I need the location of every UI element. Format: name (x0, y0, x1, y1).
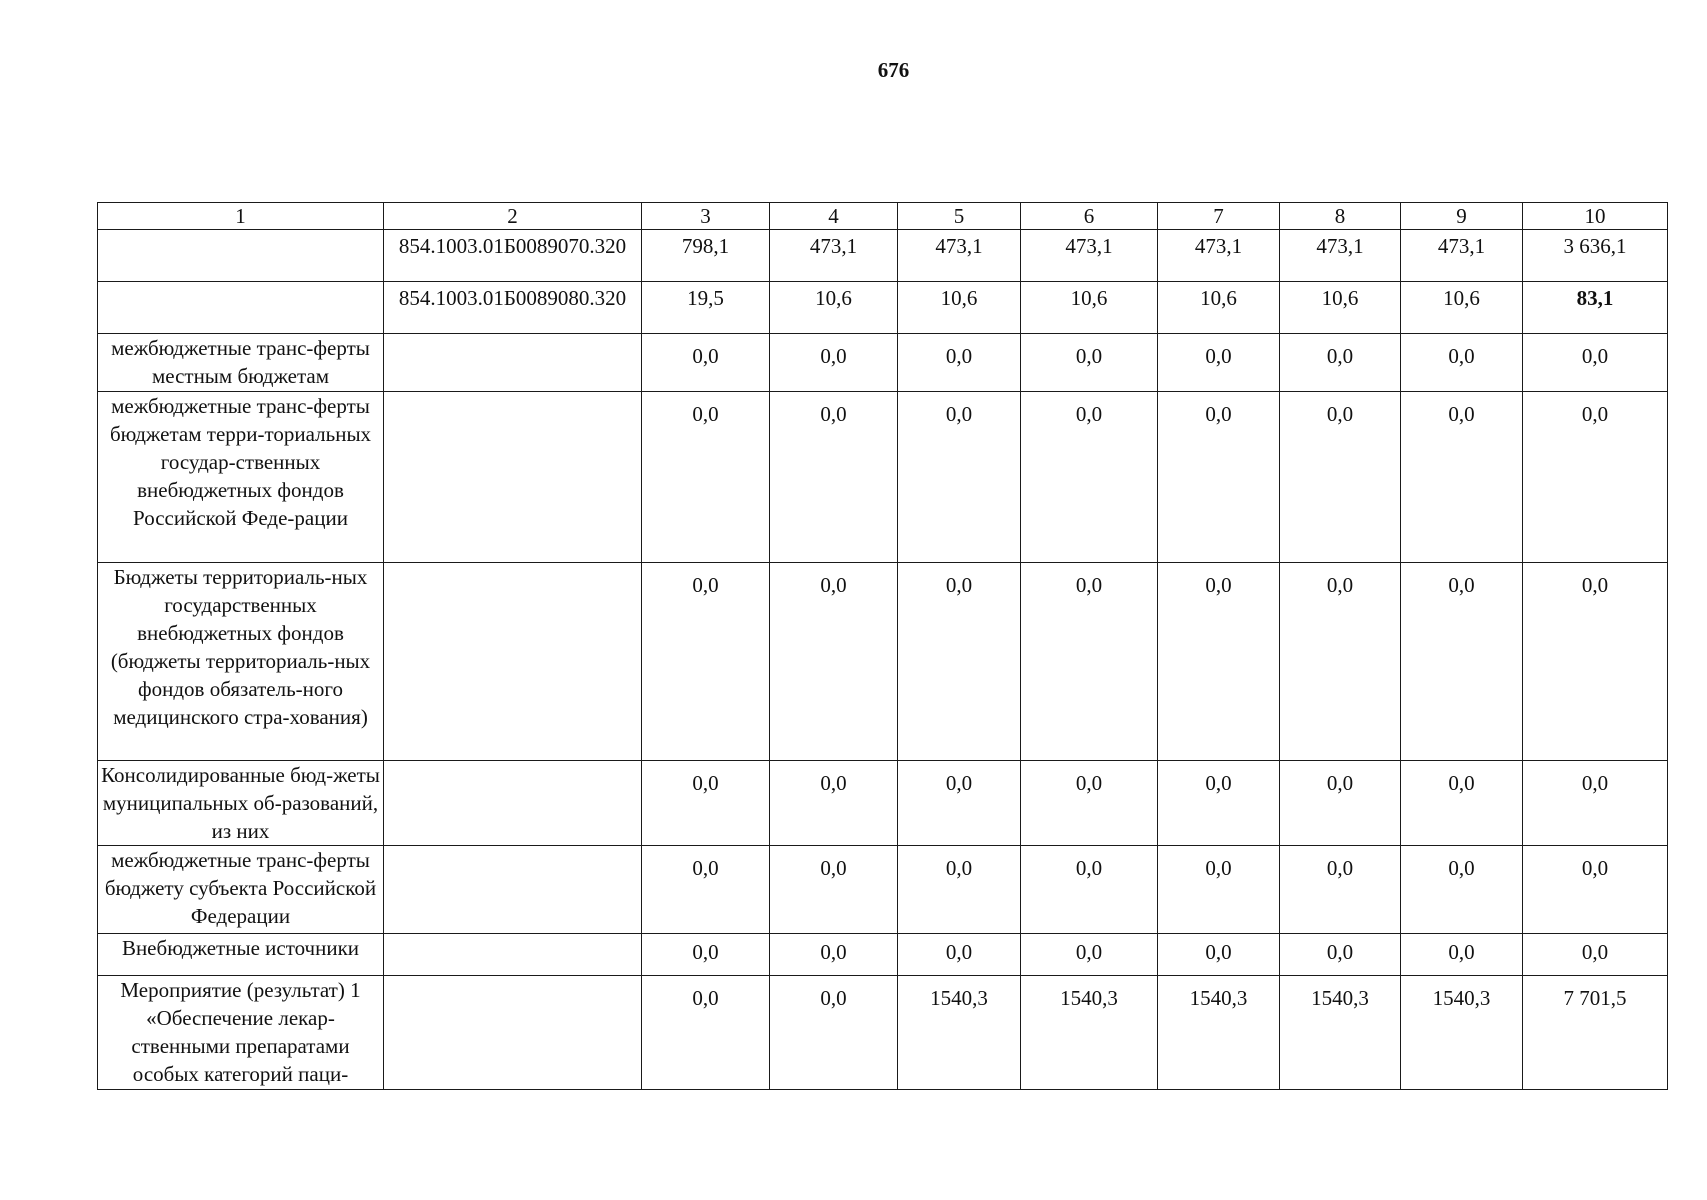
value-cell: 0,0 (1523, 761, 1668, 846)
value-cell: 1540,3 (898, 976, 1021, 1090)
value-cell: 0,0 (1158, 761, 1280, 846)
column-header: 3 (642, 203, 770, 230)
budget-code (384, 334, 642, 392)
value-cell: 0,0 (770, 846, 898, 934)
value-cell: 0,0 (1401, 563, 1523, 761)
value-cell: 0,0 (1021, 392, 1158, 563)
value-cell: 1540,3 (1158, 976, 1280, 1090)
value-cell: 10,6 (898, 282, 1021, 334)
value-cell: 1540,3 (1280, 976, 1401, 1090)
value-cell: 798,1 (642, 230, 770, 282)
table-row (98, 230, 1668, 282)
budget-code: 854.1003.01Б0089080.320 (384, 282, 642, 334)
column-header: 9 (1401, 203, 1523, 230)
row-name (98, 230, 384, 282)
value-cell: 0,0 (1280, 334, 1401, 392)
budget-code: 854.1003.01Б0089070.320 (384, 230, 642, 282)
value-cell: 0,0 (1523, 334, 1668, 392)
value-cell: 19,5 (642, 282, 770, 334)
value-cell: 0,0 (642, 976, 770, 1090)
value-cell: 0,0 (1280, 846, 1401, 934)
value-cell: 0,0 (1280, 761, 1401, 846)
value-cell: 0,0 (1158, 563, 1280, 761)
column-header: 2 (384, 203, 642, 230)
column-header: 5 (898, 203, 1021, 230)
value-cell: 0,0 (1158, 334, 1280, 392)
value-cell: 0,0 (1021, 846, 1158, 934)
row-name: Мероприятие (результат) 1 «Обеспечение лекар-ственными препаратами особых категорий паци- (98, 976, 384, 1090)
value-cell: 0,0 (642, 392, 770, 563)
value-cell: 0,0 (1280, 934, 1401, 976)
value-cell: 0,0 (1021, 563, 1158, 761)
value-cell: 1540,3 (1021, 976, 1158, 1090)
value-cell: 0,0 (1401, 392, 1523, 563)
row-name: Бюджеты территориаль-ных государственных внебюджетных фондов (бюджеты территориаль-ных фондов обязатель-ного медицинского стра-хования) (98, 563, 384, 761)
row-name: межбюджетные транс-ферты бюджетам терри-ториальных государ-ственных внебюджетных фондов Российской Феде-рации (98, 392, 384, 563)
value-cell: 473,1 (898, 230, 1021, 282)
budget-code (384, 934, 642, 976)
page-number: 676 (877, 58, 910, 82)
column-header: 7 (1158, 203, 1280, 230)
value-cell: 0,0 (642, 563, 770, 761)
table-row (98, 761, 1668, 846)
value-cell: 0,0 (898, 334, 1021, 392)
value-cell: 473,1 (1280, 230, 1401, 282)
budget-table (97, 202, 1668, 1090)
value-cell: 473,1 (770, 230, 898, 282)
value-cell: 0,0 (1523, 392, 1668, 563)
value-cell: 10,6 (1158, 282, 1280, 334)
value-cell: 0,0 (898, 392, 1021, 563)
value-cell: 0,0 (1021, 934, 1158, 976)
column-number-row (98, 203, 1668, 230)
value-cell: 0,0 (1280, 563, 1401, 761)
value-cell: 0,0 (1401, 761, 1523, 846)
budget-code (384, 761, 642, 846)
value-cell: 0,0 (1523, 934, 1668, 976)
value-cell: 0,0 (770, 563, 898, 761)
column-header: 8 (1280, 203, 1401, 230)
value-cell: 0,0 (898, 563, 1021, 761)
row-name: Внебюджетные источники (98, 934, 384, 976)
row-name (98, 282, 384, 334)
column-header: 4 (770, 203, 898, 230)
budget-code (384, 392, 642, 563)
row-name: межбюджетные транс-ферты бюджету субъекта Российской Федерации (98, 846, 384, 934)
value-cell: 0,0 (898, 934, 1021, 976)
value-cell: 0,0 (770, 761, 898, 846)
value-cell: 10,6 (1280, 282, 1401, 334)
table-row (98, 934, 1668, 976)
table-row (98, 846, 1668, 934)
value-cell: 7 701,5 (1523, 976, 1668, 1090)
value-cell: 0,0 (1401, 934, 1523, 976)
table-row (98, 976, 1668, 1090)
value-cell: 0,0 (642, 934, 770, 976)
table-row (98, 282, 1668, 334)
value-cell: 0,0 (1021, 761, 1158, 846)
column-header: 10 (1523, 203, 1668, 230)
value-cell: 473,1 (1401, 230, 1523, 282)
value-cell: 0,0 (898, 761, 1021, 846)
value-cell: 10,6 (1401, 282, 1523, 334)
value-cell: 0,0 (898, 846, 1021, 934)
value-cell: 0,0 (770, 976, 898, 1090)
value-cell: 0,0 (1523, 563, 1668, 761)
value-cell: 3 636,1 (1523, 230, 1668, 282)
value-cell: 0,0 (1158, 934, 1280, 976)
value-cell: 0,0 (1158, 392, 1280, 563)
row-name: Консолидированные бюд-жеты муниципальных об-разований, из них (98, 761, 384, 846)
value-cell: 0,0 (770, 934, 898, 976)
value-cell: 473,1 (1021, 230, 1158, 282)
value-cell: 0,0 (770, 334, 898, 392)
budget-code (384, 846, 642, 934)
value-cell: 0,0 (1401, 846, 1523, 934)
column-header: 6 (1021, 203, 1158, 230)
budget-code (384, 976, 642, 1090)
row-name: межбюджетные транс-ферты местным бюджетам (98, 334, 384, 392)
column-header: 1 (98, 203, 384, 230)
value-cell: 0,0 (1523, 846, 1668, 934)
table-row (98, 334, 1668, 392)
table-row (98, 563, 1668, 761)
budget-code (384, 563, 642, 761)
value-cell: 0,0 (642, 761, 770, 846)
value-cell: 10,6 (770, 282, 898, 334)
value-cell: 0,0 (1158, 846, 1280, 934)
value-cell: 83,1 (1523, 282, 1668, 334)
value-cell: 0,0 (1401, 334, 1523, 392)
value-cell: 0,0 (1280, 392, 1401, 563)
value-cell: 1540,3 (1401, 976, 1523, 1090)
value-cell: 0,0 (642, 846, 770, 934)
value-cell: 10,6 (1021, 282, 1158, 334)
value-cell: 0,0 (770, 392, 898, 563)
value-cell: 0,0 (642, 334, 770, 392)
value-cell: 0,0 (1021, 334, 1158, 392)
table-row (98, 392, 1668, 563)
value-cell: 473,1 (1158, 230, 1280, 282)
